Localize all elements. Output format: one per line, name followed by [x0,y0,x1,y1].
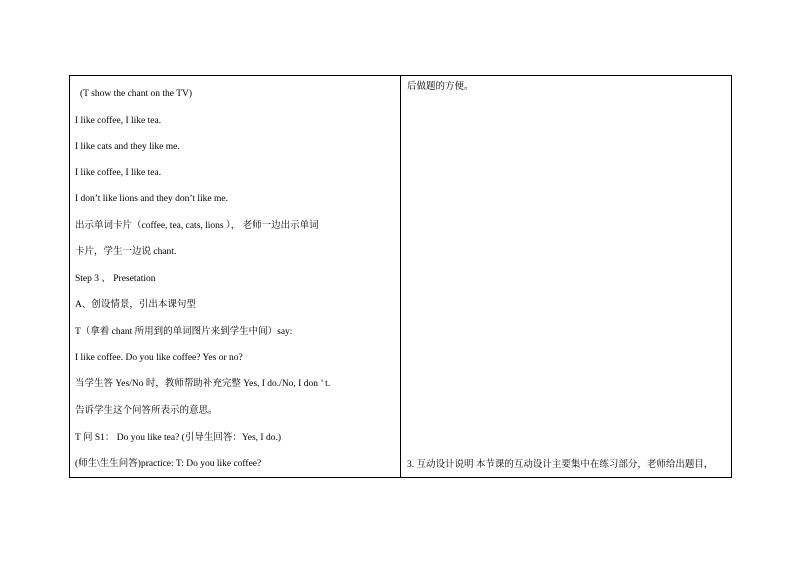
step-3-heading: Step 3 、 Presetation [75,274,156,284]
right-bottom-text: 3. 互动设计说明 本节课的互动设计主要集中在练习部分，老师给出题目， [407,460,714,470]
column-divider [400,75,401,478]
chant-line-2: I like cats and they like me. [75,142,180,152]
chant-line-3: I like coffee, I like tea. [75,168,162,178]
answer-help-line: 当学生答 Yes/No 时，教师帮助补充完整 Yes, I do./No, I don ’ t. [75,379,331,389]
word-card-instruction: 出示单词卡片（coffee, tea, cats, lions ）， 老师一边出示单词 [75,221,319,231]
meaning-line: 告诉学生这个问答所表示的意思。 [75,406,218,416]
right-top-text: 后做题的方便。 [407,82,474,92]
section-a-heading: A、创设情景，引出本课句型 [75,300,196,310]
teacher-say-line: T（拿着 chant 所用到的单词图片来到学生中间）say: [75,327,293,337]
word-card-instruction-cont: 卡片，学生一边说 chant. [75,247,177,257]
practice-line: (师生\生生问答)practice: T: Do you like coffee? [75,459,262,469]
chant-line-4: I don’t like lions and they don’t like me. [75,194,228,204]
dialogue-line: I like coffee. Do you like coffee? Yes or no? [75,353,243,363]
teacher-ask-line: T 问 S1： Do you like tea? (引导生回答：Yes, I do.) [75,433,281,443]
chant-instruction: (T show the chant on the TV) [80,89,193,99]
chant-line-1: I like coffee, I like tea. [75,116,162,126]
